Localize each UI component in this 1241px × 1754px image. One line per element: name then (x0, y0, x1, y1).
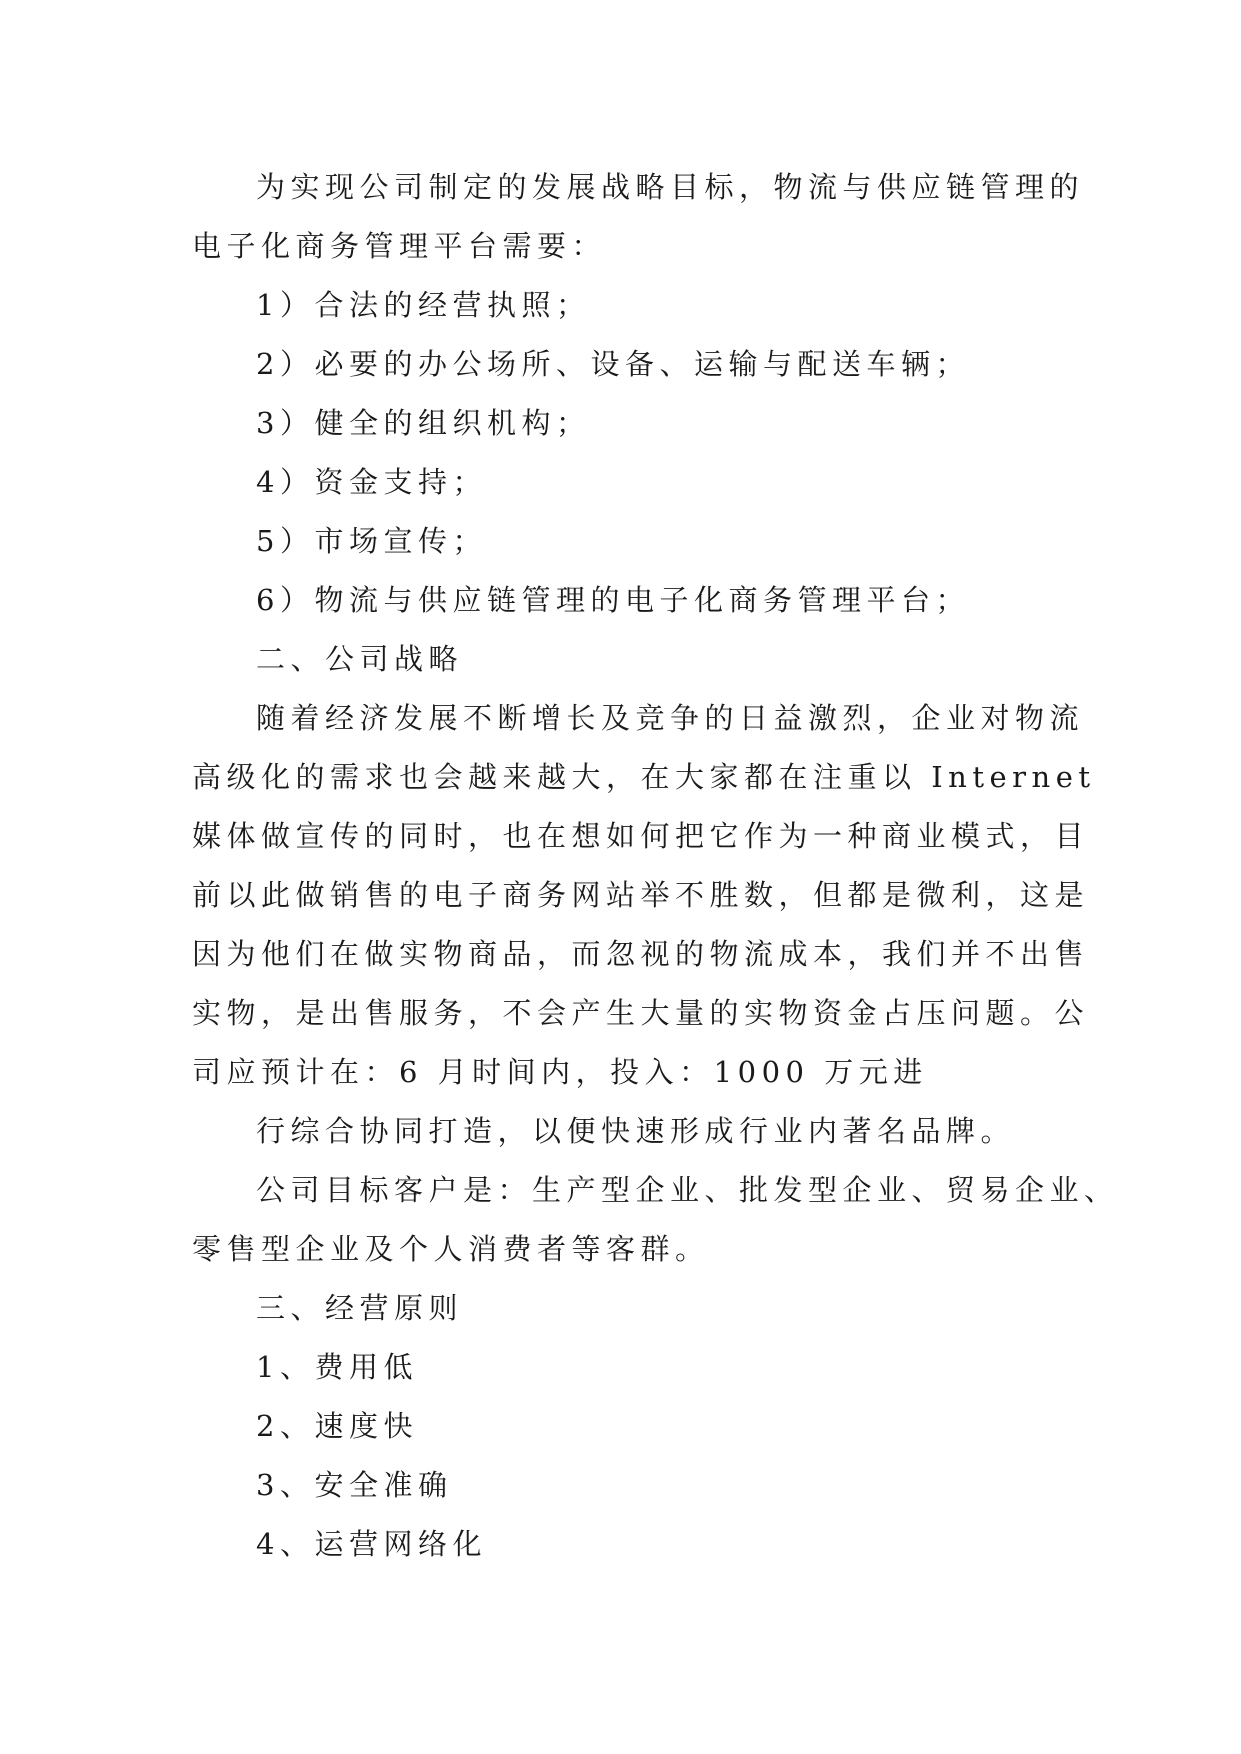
requirement-item-4: 4）资金支持； (256, 465, 487, 499)
strategy-line-3: 媒体做宣传的同时，也在想如何把它作为一种商业模式，目 (192, 819, 1090, 853)
section-heading-strategy: 二、公司战略 (256, 642, 464, 676)
intro-line-1: 为实现公司制定的发展战略目标，物流与供应链管理的 (256, 170, 1085, 204)
intro-line-2: 电子化商务管理平台需要： (192, 229, 607, 263)
requirement-item-2: 2）必要的办公场所、设备、运输与配送车辆； (256, 347, 970, 381)
principle-item-2: 2、速度快 (256, 1409, 418, 1443)
strategy-line-7: 司应预计在：6 月时间内，投入：1000 万元进 (192, 1055, 928, 1089)
strategy-line-5: 因为他们在做实物商品，而忽视的物流成本，我们并不出售 (192, 937, 1090, 971)
strategy-continuation: 行综合协同打造，以便快速形成行业内著名品牌。 (256, 1114, 1016, 1148)
strategy-line-1: 随着经济发展不断增长及竞争的日益激烈，企业对物流 (256, 701, 1085, 735)
document-body (192, 158, 1119, 1574)
intro-paragraph (192, 158, 1085, 276)
target-customers-line-1: 公司目标客户是：生产型企业、批发型企业、贸易企业、 (256, 1173, 1119, 1207)
strategy-paragraph (192, 689, 1096, 1102)
strategy-line-2: 高级化的需求也会越来越大，在大家都在注重以 Internet (192, 760, 1096, 794)
strategy-line-6: 实物，是出售服务，不会产生大量的实物资金占压问题。公 (192, 996, 1090, 1030)
target-customers-line-2: 零售型企业及个人消费者等客群。 (192, 1232, 710, 1266)
section-heading-principles: 三、经营原则 (256, 1291, 464, 1325)
requirement-item-3: 3）健全的组织机构； (256, 406, 591, 440)
principle-item-1: 1、费用低 (256, 1350, 418, 1384)
principle-item-3: 3、安全准确 (256, 1468, 453, 1502)
target-customers-paragraph (192, 1161, 1119, 1279)
principle-item-4: 4、运营网络化 (256, 1527, 487, 1561)
requirement-item-1: 1）合法的经营执照； (256, 288, 591, 322)
requirement-item-5: 5）市场宣传； (256, 524, 487, 558)
strategy-line-4: 前以此做销售的电子商务网站举不胜数，但都是微利，这是 (192, 878, 1090, 912)
requirement-item-6: 6）物流与供应链管理的电子化商务管理平台； (256, 583, 970, 617)
